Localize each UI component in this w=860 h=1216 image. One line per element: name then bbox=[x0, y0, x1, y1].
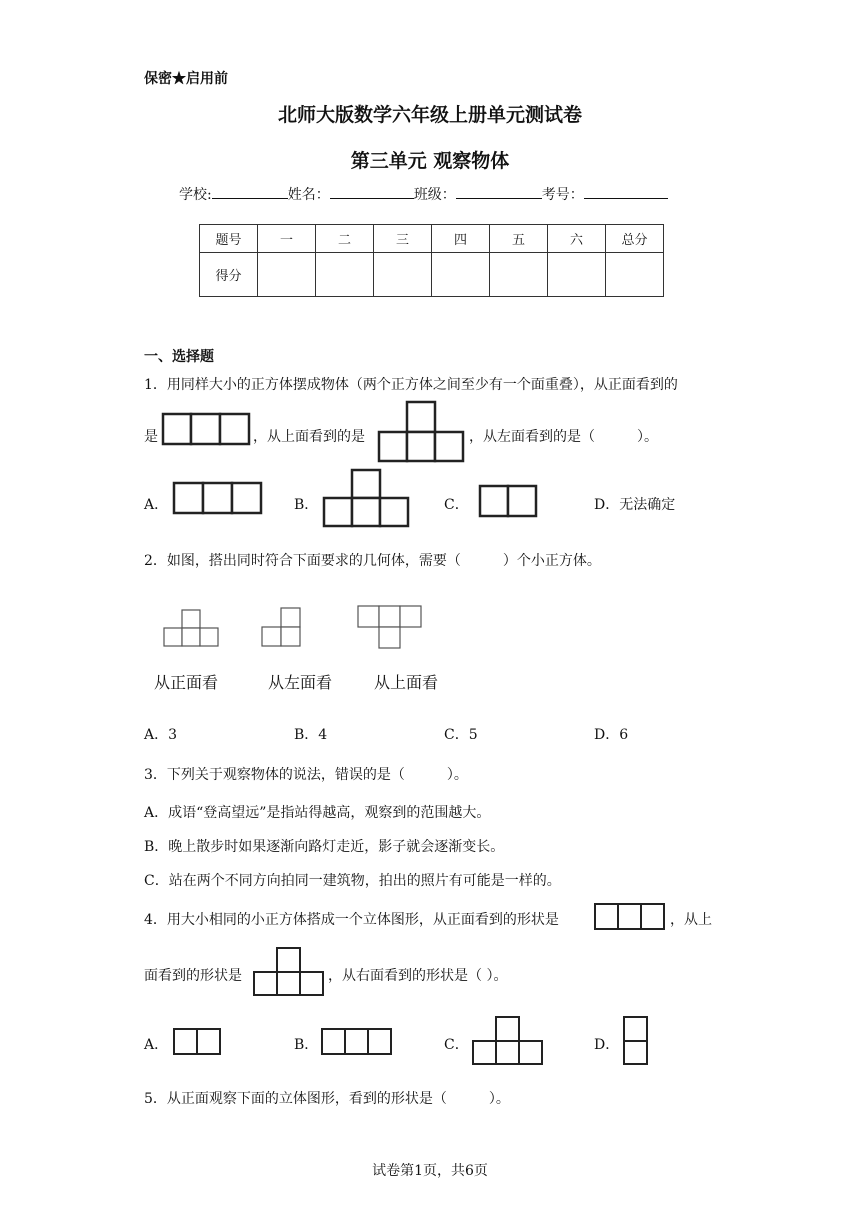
score-header-cell: 五 bbox=[490, 225, 548, 253]
score-header-cell: 四 bbox=[432, 225, 490, 253]
q1-stem-line1: 1．用同样大小的正方体摆成物体（两个正方体之间至少有一个面重叠），从正面看到的 bbox=[144, 377, 678, 393]
q2-option-d[interactable]: D．6 bbox=[594, 727, 629, 743]
score-cell[interactable] bbox=[258, 253, 316, 297]
page-title: 北师大版数学六年级上册单元测试卷 bbox=[277, 104, 582, 126]
q3-option-c[interactable]: C．站在两个不同方向拍同一建筑物，拍出的照片有可能是一样的。 bbox=[144, 873, 561, 889]
q2-left-view-caption: 从左面看 bbox=[268, 673, 333, 692]
q3-option-b[interactable]: B．晚上散步时如果逐渐向路灯走近，影子就会逐渐变长。 bbox=[144, 839, 505, 855]
student-info-line bbox=[179, 184, 668, 204]
q2-front-view-figure bbox=[162, 608, 222, 650]
q4-option-b-label[interactable]: B． bbox=[294, 1037, 319, 1053]
class-label: 班级： bbox=[413, 187, 456, 203]
q4-front-view-figure bbox=[593, 902, 667, 932]
q1-option-b-figure bbox=[322, 468, 412, 528]
q2-option-a[interactable]: A．3 bbox=[144, 727, 178, 743]
q4-option-a-label[interactable]: A． bbox=[144, 1037, 169, 1053]
name-blank[interactable] bbox=[330, 186, 414, 199]
score-row-label: 得分 bbox=[200, 253, 258, 297]
score-cell[interactable] bbox=[606, 253, 664, 297]
q2-option-b[interactable]: B．4 bbox=[294, 727, 328, 743]
score-header-cell: 二 bbox=[316, 225, 374, 253]
q1-stem-part-b: ，从上面看到的是 bbox=[253, 429, 365, 445]
q4-option-c-figure bbox=[471, 1015, 547, 1067]
q4-option-b-figure bbox=[320, 1027, 394, 1057]
q1-option-d[interactable]: D．无法确定 bbox=[594, 497, 676, 513]
q2-top-view-caption: 从上面看 bbox=[374, 673, 439, 692]
q1-option-c-figure bbox=[478, 484, 540, 518]
q5-stem: 5．从正面观察下面的立体图形，看到的形状是（ ）。 bbox=[144, 1091, 510, 1107]
score-table-header-row bbox=[200, 225, 664, 253]
score-header-cell: 三 bbox=[374, 225, 432, 253]
q3-option-a[interactable]: A．成语“登高望远”是指站得越高，观察到的范围越大。 bbox=[144, 805, 491, 821]
score-header-cell: 题号 bbox=[200, 225, 258, 253]
q1-stem-part-a: 是 bbox=[144, 429, 158, 445]
q4-option-c-label[interactable]: C． bbox=[444, 1037, 469, 1053]
q4-option-d-label[interactable]: D． bbox=[594, 1037, 620, 1053]
section-title: 一、选择题 bbox=[144, 349, 214, 365]
q1-option-a-figure bbox=[172, 480, 264, 516]
score-cell[interactable] bbox=[316, 253, 374, 297]
school-label: 学校: bbox=[179, 187, 212, 203]
q3-stem: 3．下列关于观察物体的说法，错误的是（ ）。 bbox=[144, 767, 468, 783]
score-cell[interactable] bbox=[432, 253, 490, 297]
score-table-score-row bbox=[200, 253, 664, 297]
score-header-cell: 总分 bbox=[606, 225, 664, 253]
score-cell[interactable] bbox=[548, 253, 606, 297]
score-cell[interactable] bbox=[374, 253, 432, 297]
q4-option-d-figure bbox=[622, 1015, 650, 1067]
score-cell[interactable] bbox=[490, 253, 548, 297]
page-subtitle: 第三单元 观察物体 bbox=[350, 150, 510, 172]
q4-stem-part-b: ，从上 bbox=[670, 912, 712, 928]
q2-option-c[interactable]: C．5 bbox=[444, 727, 478, 743]
q4-top-view-figure bbox=[252, 946, 328, 998]
name-label: 姓名： bbox=[287, 187, 330, 203]
q1-option-a-label[interactable]: A． bbox=[144, 497, 169, 513]
q2-stem: 2．如图，搭出同时符合下面要求的几何体，需要（ ）个小正方体。 bbox=[144, 553, 601, 569]
q1-front-view-figure bbox=[162, 412, 252, 446]
q4-option-a-figure bbox=[172, 1027, 224, 1057]
q1-option-c-label[interactable]: C． bbox=[444, 497, 469, 513]
page-footer: 试卷第1页，共6页 bbox=[372, 1163, 488, 1179]
q4-stem-part-a: 4．用大小相同的小正方体搭成一个立体图形，从正面看到的形状是 bbox=[144, 912, 559, 928]
score-header-cell: 一 bbox=[258, 225, 316, 253]
exam-no-blank[interactable] bbox=[584, 186, 668, 199]
class-blank[interactable] bbox=[456, 186, 542, 199]
q2-top-view-figure bbox=[356, 604, 424, 650]
q2-front-view-caption: 从正面看 bbox=[154, 673, 219, 692]
school-blank[interactable] bbox=[212, 186, 288, 199]
q1-option-b-label[interactable]: B． bbox=[294, 497, 319, 513]
score-header-cell: 六 bbox=[548, 225, 606, 253]
confidential-mark: 保密★启用前 bbox=[144, 71, 228, 87]
q4-stem-part-d: ，从右面看到的形状是（ ）。 bbox=[328, 968, 508, 984]
q4-stem-part-c: 面看到的形状是 bbox=[144, 968, 242, 984]
q2-left-view-figure bbox=[260, 606, 304, 650]
q1-top-view-figure bbox=[377, 400, 467, 464]
score-table bbox=[199, 224, 664, 297]
q1-stem-part-c: ，从左面看到的是（ ）。 bbox=[469, 429, 658, 445]
exam-no-label: 考号： bbox=[541, 187, 584, 203]
